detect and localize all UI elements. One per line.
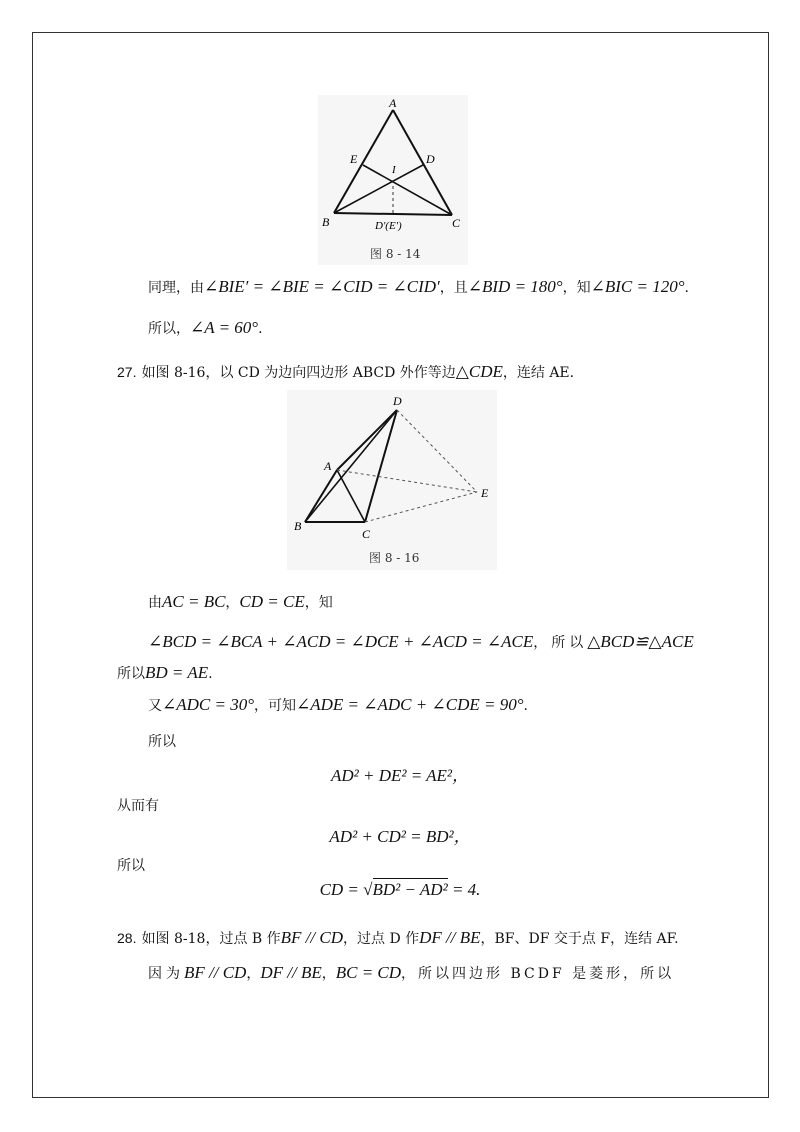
label-a: A — [389, 96, 397, 110]
problem-27-statement: 27. 如图 8-16，以 CD 为边向四边形 ABCD 外作等边△CDE，连结 AE. — [117, 362, 575, 381]
line-same-reason: 同理，由∠BIE′ = ∠BIE = ∠CID = ∠CID′，且∠BID = 180°，知∠BIC = 120°. — [148, 277, 689, 296]
label-d: D — [393, 394, 402, 408]
label-c: C — [362, 527, 371, 541]
figure-8-16 — [287, 390, 497, 570]
label-e: E — [350, 152, 358, 166]
equation-2: AD² + CD² = BD²， — [329, 827, 471, 846]
line-angle-a: 所以，∠A = 60°. — [148, 318, 263, 337]
figure-8-14 — [318, 95, 468, 265]
label-b: B — [294, 519, 302, 533]
equation-1: AD² + DE² = AE²， — [330, 766, 470, 785]
equation-3: CD = √BD² − AD² = 4. — [319, 880, 481, 899]
solution-27-therefore-2: 所以 — [117, 858, 145, 874]
figure-8-16-caption: 图 8 - 16 — [369, 551, 420, 565]
solution-27-line-3: 所以BD = AE. — [117, 663, 213, 682]
label-d: D — [426, 152, 435, 166]
problem-28-solution-line: 因为BF // CD，DF // BE，BC = CD，所以四边形 BCDF 是菱形，所以 — [148, 963, 675, 982]
label-c: C — [452, 216, 461, 230]
sqrt-symbol: √ — [363, 880, 373, 899]
label-base: D'(E') — [375, 220, 402, 232]
solution-27-line-1: 由AC = BC，CD = CE，知 — [148, 592, 333, 611]
label-e: E — [481, 486, 489, 500]
label-a: A — [324, 459, 332, 473]
solution-27-line-2: ∠BCD = ∠BCA + ∠ACD = ∠DCE + ∠ACD = ∠ACE，所以△BCD≌△ACE — [148, 632, 694, 651]
solution-27-thus: 从而有 — [117, 798, 159, 814]
solution-27-therefore-1: 所以 — [148, 734, 176, 750]
label-i: I — [392, 164, 396, 176]
problem-28-statement: 28. 如图 8-18，过点 B 作BF // CD，过点 D 作DF // BE，BF、DF 交于点 F，连结 AF. — [117, 928, 679, 947]
figure-8-14-caption: 图 8 - 14 — [370, 247, 421, 261]
solution-27-line-4: 又∠ADC = 30°，可知∠ADE = ∠ADC + ∠CDE = 90°. — [148, 695, 528, 714]
label-b: B — [322, 215, 330, 229]
